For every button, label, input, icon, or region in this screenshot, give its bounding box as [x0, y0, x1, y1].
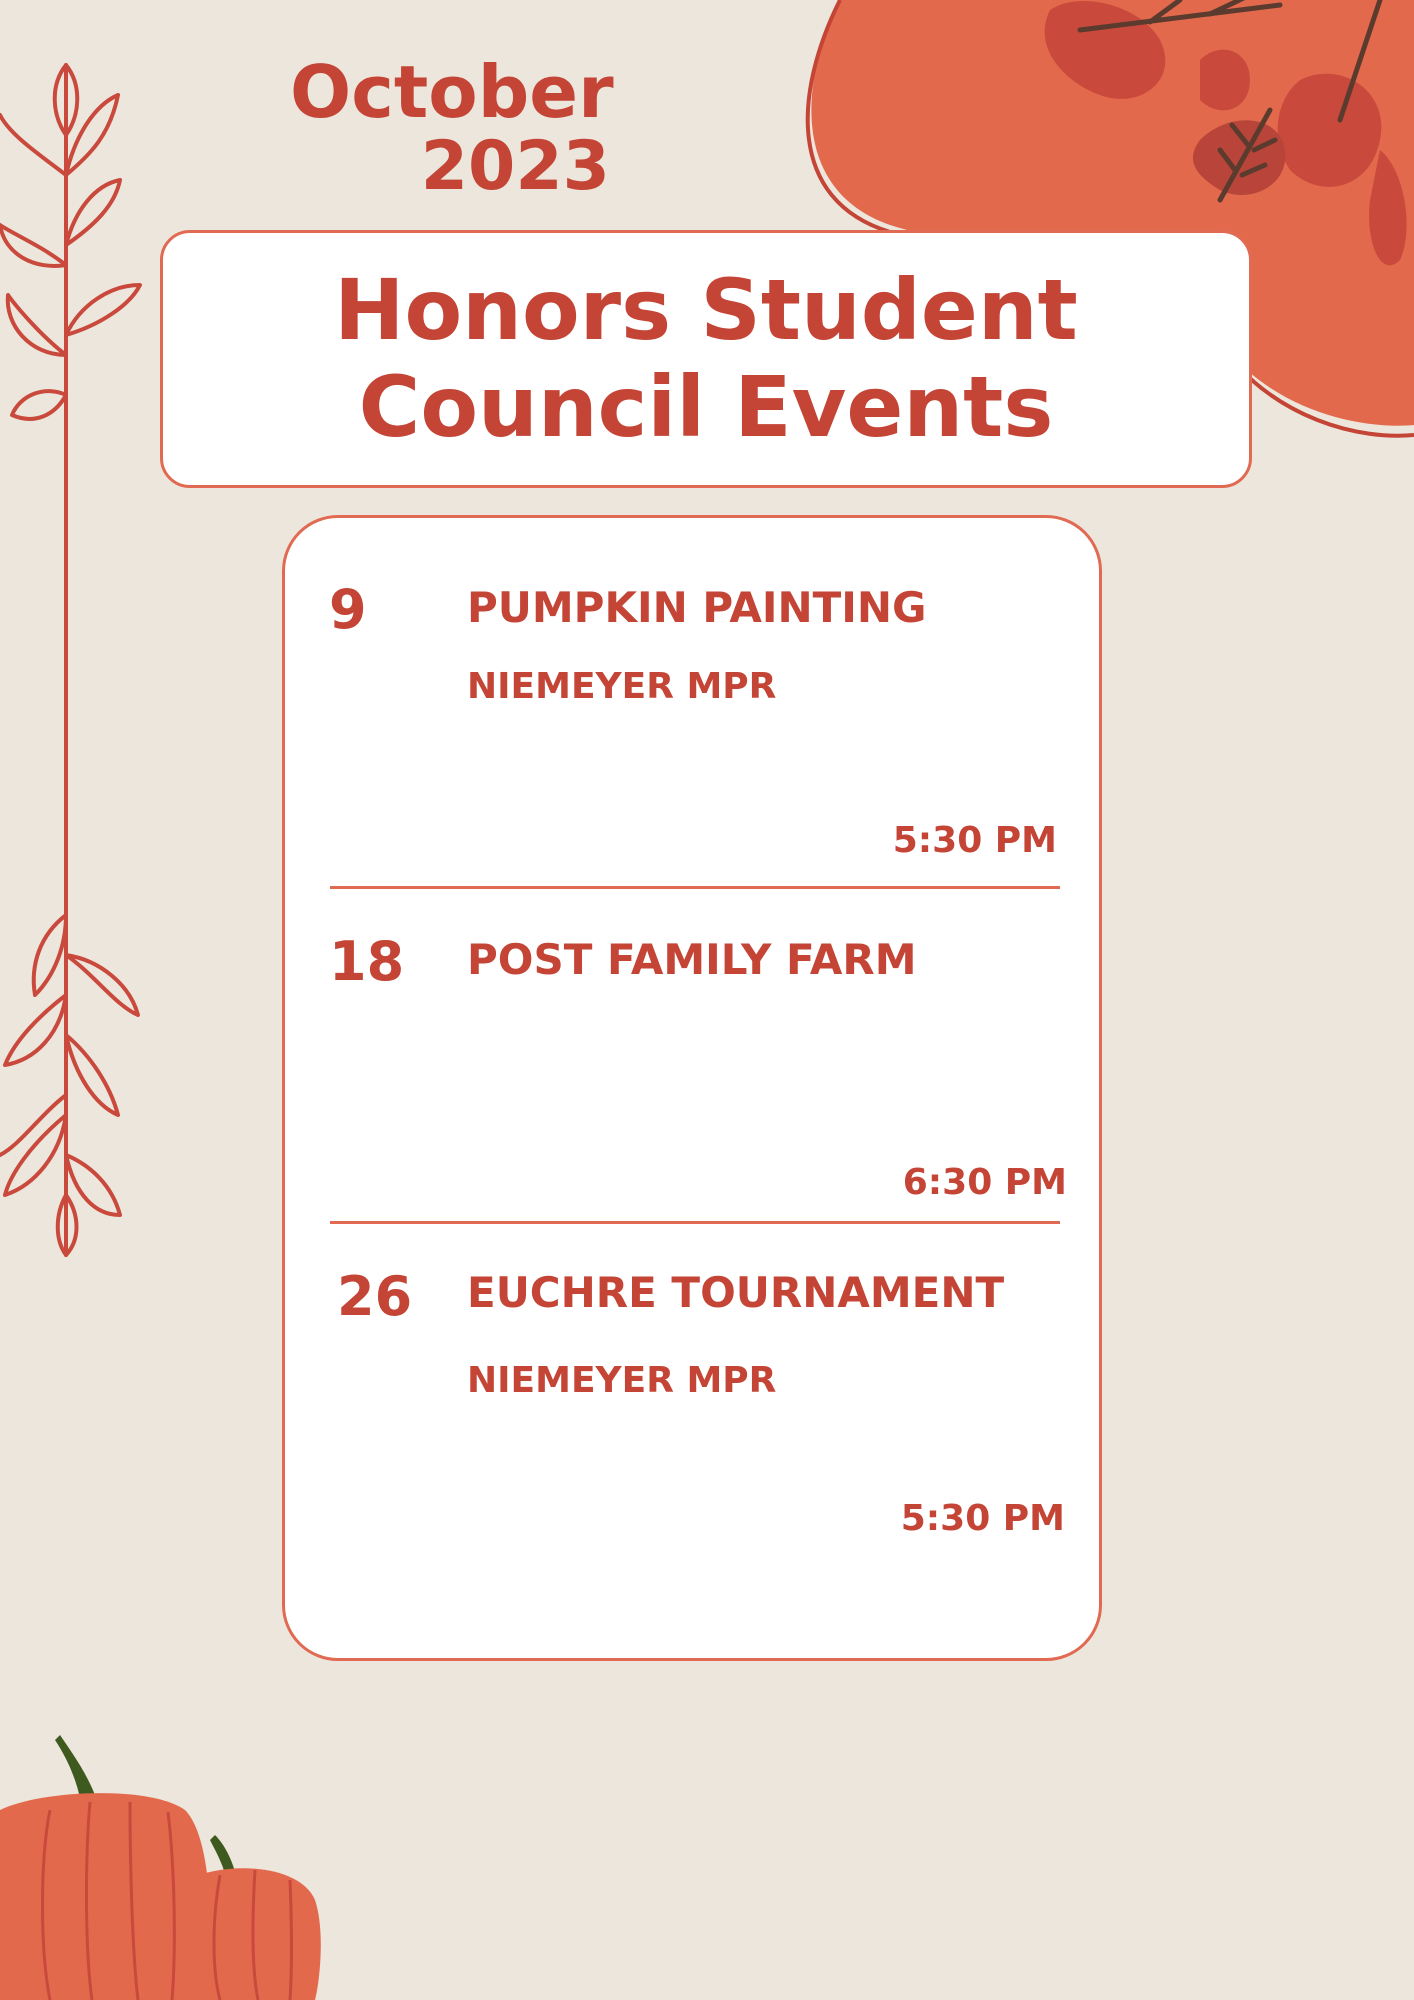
leafy-branch-icon — [0, 55, 150, 1265]
event-time: 5:30 PM — [892, 820, 1057, 861]
event-name: EUCHRE TOURNAMENT — [467, 1268, 1005, 1317]
year-label: 2023 — [420, 126, 610, 206]
events-card — [282, 515, 1102, 1661]
event-time: 5:30 PM — [900, 1498, 1065, 1539]
event-divider — [330, 886, 1060, 889]
month-label: October — [290, 50, 614, 134]
event-location: NIEMEYER MPR — [467, 666, 777, 707]
event-name: POST FAMILY FARM — [467, 935, 917, 984]
event-name: PUMPKIN PAINTING — [467, 583, 927, 632]
date-heading — [290, 50, 614, 206]
pumpkin-icon — [0, 1730, 330, 2000]
event-day: 9 — [329, 578, 367, 641]
event-day: 26 — [337, 1265, 413, 1328]
event-location: NIEMEYER MPR — [467, 1360, 777, 1401]
event-time: 6:30 PM — [902, 1162, 1067, 1203]
event-divider — [330, 1221, 1060, 1224]
title-box — [160, 230, 1252, 488]
page-title: Honors Student Council Events — [334, 261, 1078, 456]
event-day: 18 — [329, 930, 405, 993]
